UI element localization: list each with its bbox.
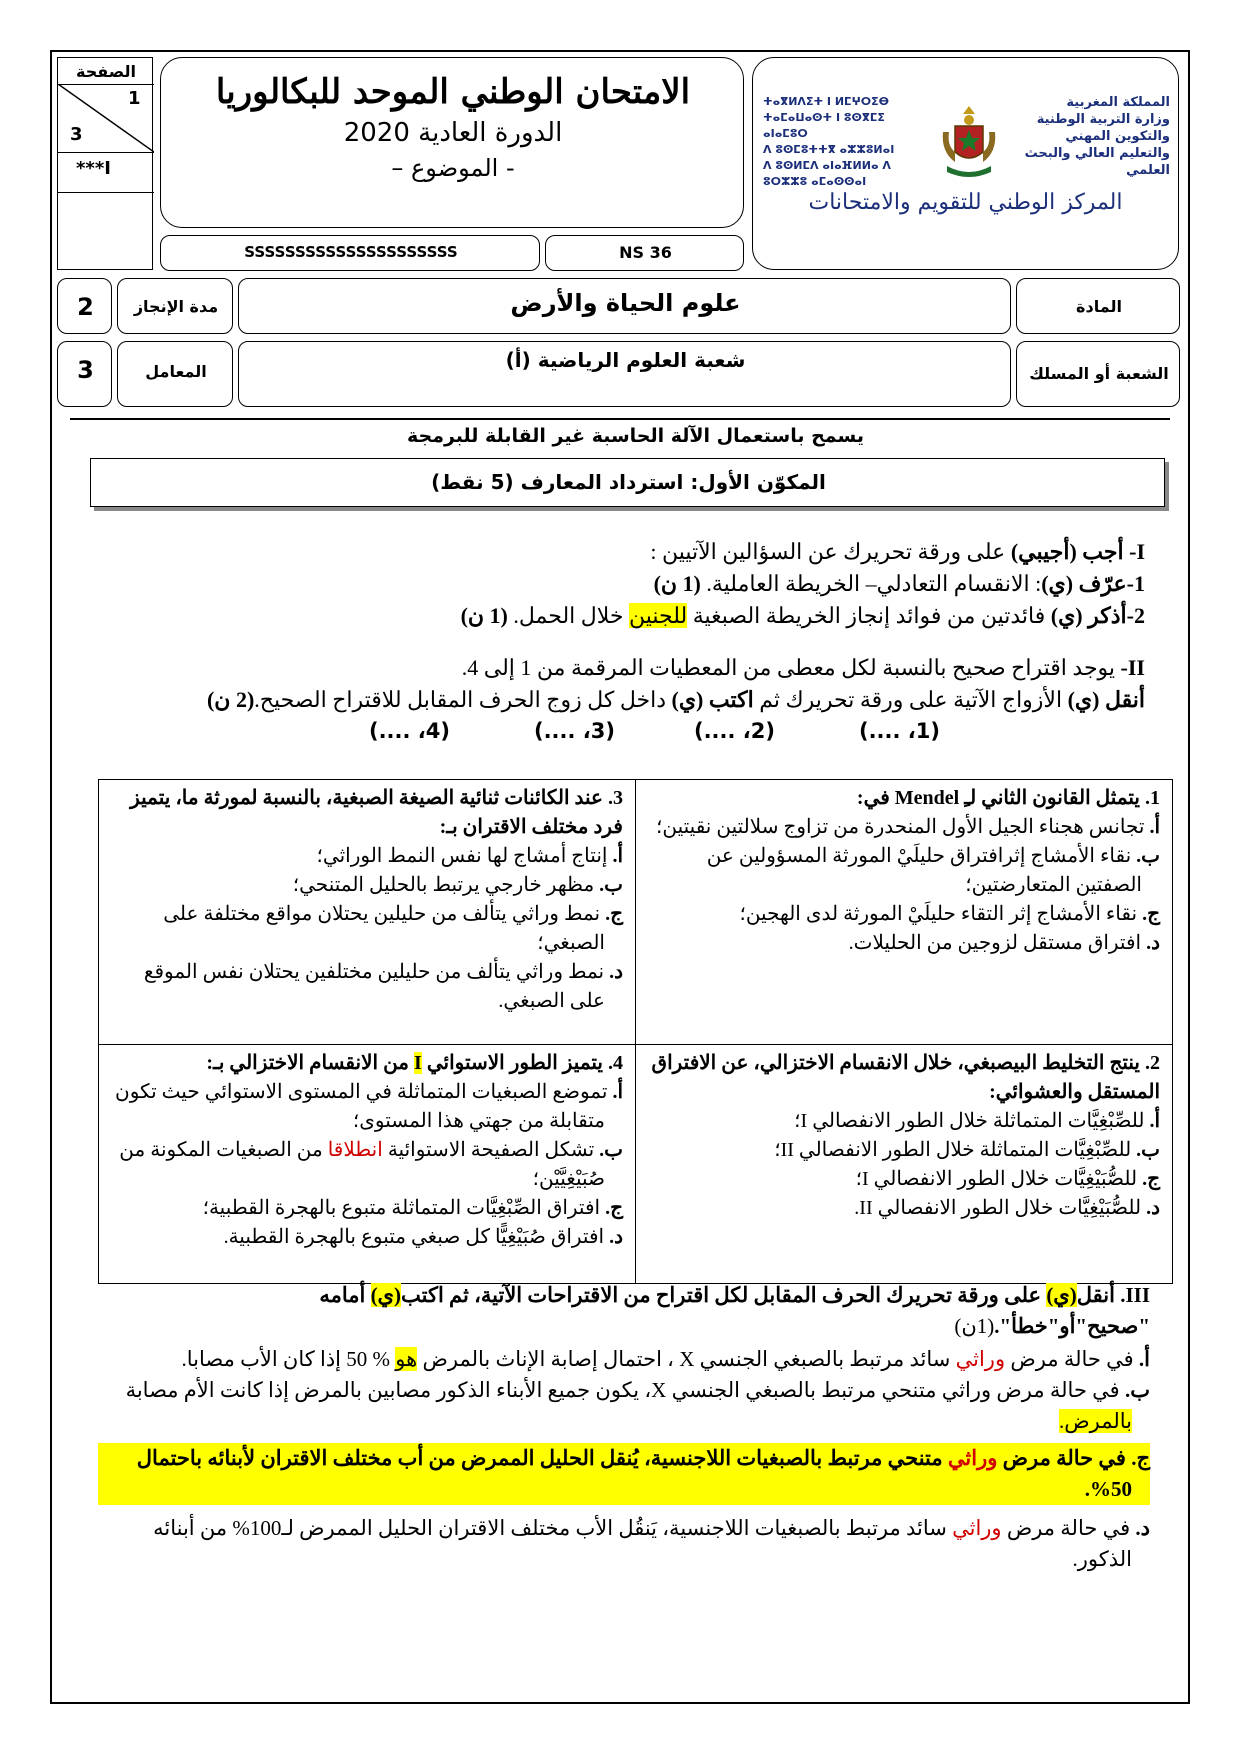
part1-q2: 2-أذكر (ي) فائدتين من فوائد إنجاز الخريطة الصبغية للجنين خلال الحمل. (1 ن) bbox=[460, 603, 1145, 628]
cell-1-title: 1. يتمثل القانون الثاني لـِ Mendel في: bbox=[856, 787, 1160, 809]
coat-of-arms-icon bbox=[935, 102, 1003, 182]
exam-title-box bbox=[160, 57, 744, 228]
code-ns: NS 36 bbox=[619, 243, 672, 262]
duration-value: 2 bbox=[77, 293, 94, 321]
page-label: الصفحة bbox=[75, 62, 136, 81]
part3-statement-c: ج. في حالة مرض وراثي متنحي مرتبط بالصبغيات اللاجنسية، يُنقل الحليل الممرض من أب مختلف الاقتران لأبنائه باحتمال 50%. bbox=[98, 1443, 1150, 1505]
part2-block bbox=[98, 652, 1145, 716]
ministry-line-2: وزارة التربية الوطنية bbox=[1036, 112, 1170, 127]
pair-1: (1، ....) bbox=[858, 719, 940, 743]
pair-4: (4، ....) bbox=[368, 719, 450, 743]
part3-statement-a: أ. في حالة مرض وراثي سائد مرتبط بالصبغي الجنسي X ، احتمال إصابة الإناث بالمرض هو % 50 إذا كان الأب مصابا. bbox=[181, 1347, 1150, 1371]
mcq-cell-3 bbox=[99, 780, 636, 1045]
cell-1-option-b: ب. نقاء الأمشاج إثرافتراق حليلَيْ المورثة المسؤولين عن الصفتين المتعارضتين؛ bbox=[706, 845, 1160, 896]
exam-title: الامتحان الوطني الموحد للبكالوريا bbox=[215, 72, 691, 112]
part3-statement-b: ب. في حالة مرض وراثي متنحي مرتبط بالصبغي الجنسي X، يكون جميع الأبناء الذكور مصابين بالمرض إذا كانت الأم مصابة بالمرض. bbox=[125, 1378, 1150, 1433]
cell-3-option-b: ب. مظهر خارجي يرتبط بالحليل المتنحي؛ bbox=[292, 874, 623, 896]
cell-3-option-c: ج. نمط وراثي يتألف من حليلين يحتلان مواقع مختلفة على الصبغي؛ bbox=[163, 903, 623, 954]
coef-value: 3 bbox=[77, 356, 94, 384]
branch-label-box bbox=[1016, 341, 1180, 407]
coef-label: المعامل bbox=[145, 362, 207, 381]
cell-2-option-b: ب. للصِّبْغِيَّات المتماثلة خلال الطور الانفصالي II؛ bbox=[774, 1139, 1160, 1161]
cell-2-option-d: د. للصُّبَيْغِيَّات خلال الطور الانفصالي II. bbox=[854, 1197, 1160, 1219]
part1-q1: 1-عرّف (ي): الانقسام التعادلي– الخريطة العاملية. (1 ن) bbox=[653, 571, 1145, 596]
part3-intro-line2: "صحيح"أو"خطأ".(1ن) bbox=[954, 1314, 1150, 1338]
cell-2-option-a: أ. للصِّبْغِيَّات المتماثلة خلال الطور الانفصالي I؛ bbox=[794, 1110, 1160, 1132]
page-code: ***I bbox=[76, 158, 111, 179]
subject-label-box bbox=[1016, 278, 1180, 334]
part3-block bbox=[98, 1280, 1150, 1575]
code-s-box bbox=[160, 235, 540, 271]
cell-1-option-d: د. افتراق مستقل لزوجين من الحليلات. bbox=[848, 932, 1160, 954]
mcq-cell-4 bbox=[99, 1045, 636, 1284]
part1-intro: I- أجب (أجيبي) على ورقة تحريرك عن السؤالين الآتيين : bbox=[650, 539, 1145, 564]
coef-value-box bbox=[57, 341, 112, 407]
ministry-box bbox=[752, 57, 1179, 270]
exam-session: الدورة العادية 2020 bbox=[343, 118, 563, 148]
cell-3-option-a: أ. إنتاج أمشاج لها نفس النمط الوراثي؛ bbox=[316, 845, 623, 867]
cell-4-title: 4. يتميز الطور الاستوائي I من الانقسام الاختزالي بـ: bbox=[206, 1052, 623, 1074]
tifinagh-line-2: ⵜⴰⵎⴰⵡⴰⵙⵜ ⵏ ⵓⵙⴳⵎⵉ ⴰⵏⴰⵎⵓⵔ bbox=[763, 111, 885, 140]
cell-4-option-c: ج. افتراق الصِّبْغِيَّات المتماثلة متبوع بالهجرة القطبية؛ bbox=[202, 1197, 623, 1219]
part3-intro: III. أنقل(ي) على ورقة تحريرك الحرف المقابل لكل اقتراح من الاقتراحات الآتية، ثم اكتب(ي) أمامه bbox=[319, 1283, 1150, 1307]
mcq-cell-2 bbox=[636, 1045, 1173, 1284]
header-divider bbox=[70, 418, 1170, 420]
part2-intro: II- يوجد اقتراح صحيح بالنسبة لكل معطى من المعطيات المرقمة من 1 إلى 4. bbox=[461, 655, 1145, 680]
cell-4-option-d: د. افتراق صُبَيْغِيًّا كل صبغي متبوع بالهجرة القطبية. bbox=[223, 1226, 623, 1248]
code-ns-box bbox=[545, 235, 744, 271]
part-title: المكوّن الأول: استرداد المعارف (5 نقط) bbox=[431, 470, 826, 494]
cell-4-option-b: ب. تشكل الصفيحة الاستوائية انطلاقا من الصبغيات المكونة من صُبَيْغِيَّيْن؛ bbox=[119, 1139, 623, 1190]
page-number-box bbox=[57, 57, 153, 270]
calculator-note: يسمح باستعمال الآلة الحاسبة غير القابلة للبرمجة bbox=[406, 425, 864, 447]
code-s: SSSSSSSSSSSSSSSSSSSSS bbox=[244, 243, 458, 261]
part3-statement-d: د. في حالة مرض وراثي سائد مرتبط بالصبغيات اللاجنسية، يَنقُل الأب مختلف الاقتران الحليل الممرض لـ100% من أبنائه الذكور. bbox=[153, 1516, 1150, 1571]
ministry-line-1: المملكة المغربية bbox=[1066, 95, 1170, 110]
tifinagh-line-1: ⵜⴰⴳⵍⴷⵉⵜ ⵏ ⵍⵎⵖⵔⵉⴱ bbox=[763, 95, 890, 108]
branch-box bbox=[238, 341, 1011, 407]
page-number: 1 bbox=[128, 88, 141, 109]
answer-pairs bbox=[300, 719, 940, 751]
part2-line2: أنقل (ي) الأزواج الآتية على ورقة تحريرك ثم اكتب (ي) داخل كل زوج الحرف المقابل للاقتراح الصحيح.(2 ن) bbox=[206, 687, 1145, 712]
pair-3: (3، ....) bbox=[533, 719, 615, 743]
pair-2: (2، ....) bbox=[693, 719, 775, 743]
subject-label: المادة bbox=[1076, 297, 1122, 316]
part-title-box bbox=[90, 458, 1165, 507]
branch-name: شعبة العلوم الرياضية (أ) bbox=[505, 348, 746, 372]
cell-3-title: 3. عند الكائنات ثنائية الصيغة الصبغية، بالنسبة لمورثة ما، يتميز فرد مختلف الاقتران بـ: bbox=[130, 787, 623, 838]
exam-subject-label: - الموضوع – bbox=[391, 154, 515, 182]
branch-label: الشعبة أو المسلك bbox=[1029, 364, 1169, 383]
tifinagh-line-3: ⴷ ⵓⵙⵎⵓⵜⵜⴳ ⴰⵣⵣⵓⵍⴰⵏ bbox=[763, 143, 895, 156]
coef-label-box bbox=[117, 341, 233, 407]
part1-block bbox=[120, 536, 1145, 632]
ministry-line-3: والتكوين المهني bbox=[1065, 129, 1170, 144]
tifinagh-line-4: ⴷ ⵓⵙⵍⵎⴷ ⴰⵏⴰⴼⵍⵍⴰ ⴷ ⵓⵔⵣⵣⵓ ⴰⵎⴰⵙⵙⴰⵏ bbox=[763, 159, 891, 188]
cell-2-title: 2. ينتج التخليط البيصبغي، خلال الانقسام الاختزالي، عن الافتراق المستقل والعشوائي: bbox=[651, 1052, 1160, 1103]
mcq-table bbox=[98, 779, 1173, 1284]
subject-name: علوم الحياة والأرض bbox=[510, 289, 741, 317]
duration-label-box bbox=[117, 278, 233, 334]
national-center-name: المركز الوطني للتقويم والامتحانات bbox=[808, 190, 1123, 215]
ministry-line-4: والتعليم العالي والبحث العلمي bbox=[1024, 146, 1170, 178]
cell-4-option-a: أ. تموضع الصبغيات المتماثلة في المستوى الاستوائي حيث تكون متقابلة من جهتي هذا المستوى؛ bbox=[115, 1081, 623, 1132]
duration-label: مدة الإنجاز bbox=[133, 297, 219, 316]
subject-box bbox=[238, 278, 1011, 334]
mcq-cell-1 bbox=[636, 780, 1173, 1045]
cell-2-option-c: ج. للصُّبَيْغِيَّات خلال الطور الانفصالي I؛ bbox=[855, 1168, 1160, 1190]
duration-value-box bbox=[57, 278, 112, 334]
cell-1-option-c: ج. نقاء الأمشاج إثر التقاء حليلَيْ المورثة لدى الهجين؛ bbox=[739, 903, 1160, 925]
page-total: 3 bbox=[70, 124, 83, 145]
cell-1-option-a: أ. تجانس هجناء الجيل الأول المنحدرة من تزاوج سلالتين نقيتين؛ bbox=[656, 816, 1160, 838]
cell-3-option-d: د. نمط وراثي يتألف من حليلين مختلفين يحتلان نفس الموقع على الصبغي. bbox=[143, 961, 623, 1012]
